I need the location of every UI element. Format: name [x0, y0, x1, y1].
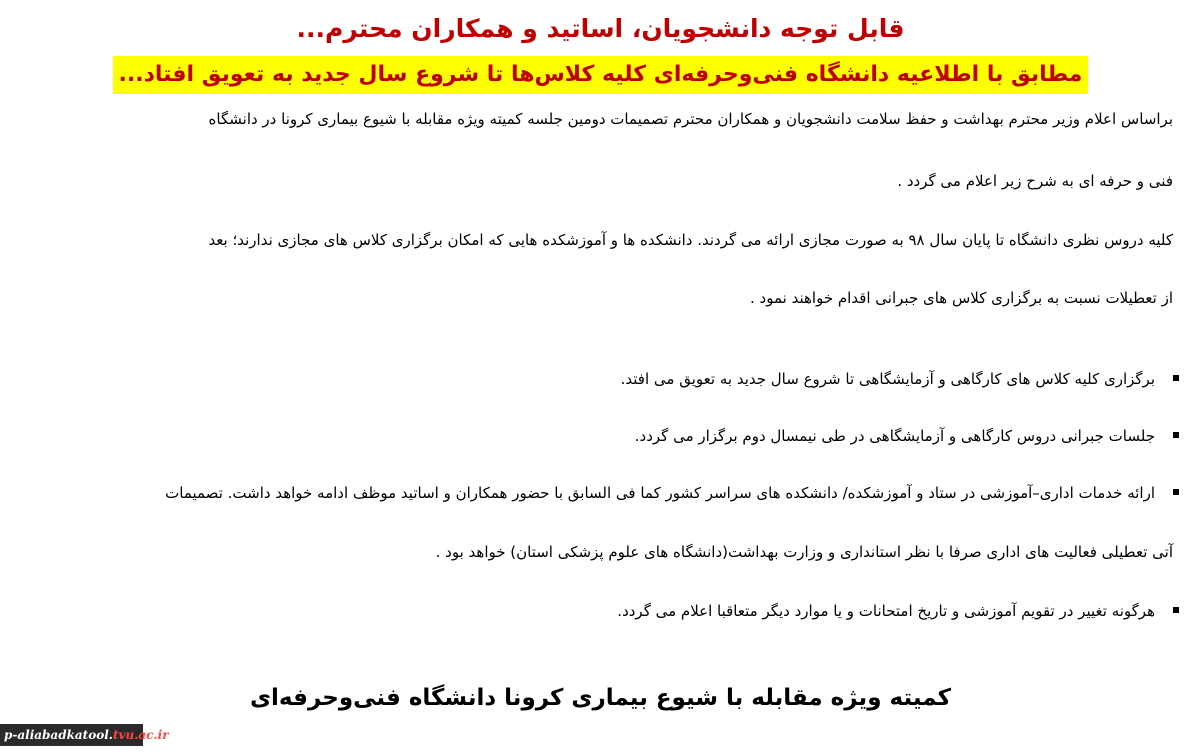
watermark-prefix: p-aliabadkatool.: [4, 728, 113, 742]
bullet-icon: [1173, 489, 1179, 495]
bullet-item: [29, 600, 1179, 622]
bullet-icon: [1173, 607, 1179, 613]
bullet-icon: [1173, 375, 1179, 381]
paragraph-line: فنی و حرفه ای به شرح زیر اعلام می گردد .: [897, 172, 1173, 190]
bullet-text: هرگونه تغییر در تقویم آموزشی و تاریخ امتحانات و یا موارد دیگر متعاقبا اعلام می گردد.: [617, 602, 1155, 620]
bullet-text: برگزاری کلیه کلاس های کارگاهی و آزمایشگاهی تا شروع سال جدید به تعویق می افتد.: [620, 370, 1155, 388]
bullet-text: جلسات جبرانی دروس کارگاهی و آزمایشگاهی در طی نیمسال دوم برگزار می گردد.: [634, 427, 1155, 445]
announcement-title: قابل توجه دانشجویان، اساتید و همکاران محترم...: [296, 14, 905, 43]
watermark-domain: tvu.ac.ir: [112, 728, 169, 742]
bullet-item: [29, 482, 1179, 504]
announcement-subtitle-wrap: [0, 56, 1201, 94]
paragraph-line: از تعطیلات نسبت به برگزاری کلاس های جبرانی اقدام خواهند نمود .: [750, 289, 1173, 307]
site-watermark[interactable]: [0, 724, 169, 746]
paragraph-line: کلیه دروس نظری دانشگاه تا پایان سال ۹۸ به صورت مجازی ارائه می گردند. دانشکده ها و آموزشکده هایی که امکان برگزاری کلاس های مجازی ندارند؛ بعد: [208, 231, 1173, 249]
bullet-continuation: آتی تعطیلی فعالیت های اداری صرفا با نظر استانداری و وزارت بهداشت(دانشگاه های علوم پزشکی استان) خواهد بود .: [435, 543, 1173, 561]
paragraph-line: براساس اعلام وزیر محترم بهداشت و حفظ سلامت دانشجویان و همکاران محترم تصمیمات دومین جلسه کمیته ویژه مقابله با شیوع بیماری کرونا در دانشگاه: [208, 110, 1173, 128]
closing-signature: کمیته ویژه مقابله با شیوع بیماری کرونا دانشگاه فنی‌وحرفه‌ای: [249, 685, 952, 711]
bullet-icon: [1173, 432, 1179, 438]
bullet-item: [29, 368, 1179, 390]
announcement-subtitle: مطابق با اطلاعیه دانشگاه فنی‌وحرفه‌ای کلیه کلاس‌ها تا شروع سال جدید به تعویق افتاد...: [113, 56, 1089, 94]
bullet-item: [29, 425, 1179, 447]
bullet-text: ارائه خدمات اداری–آموزشی در ستاد و آموزشکده/ دانشکده های سراسر کشور کما فی السابق با حضور همکاران و اساتید موظف ادامه خواهد داشت. تصمیمات: [165, 484, 1155, 502]
